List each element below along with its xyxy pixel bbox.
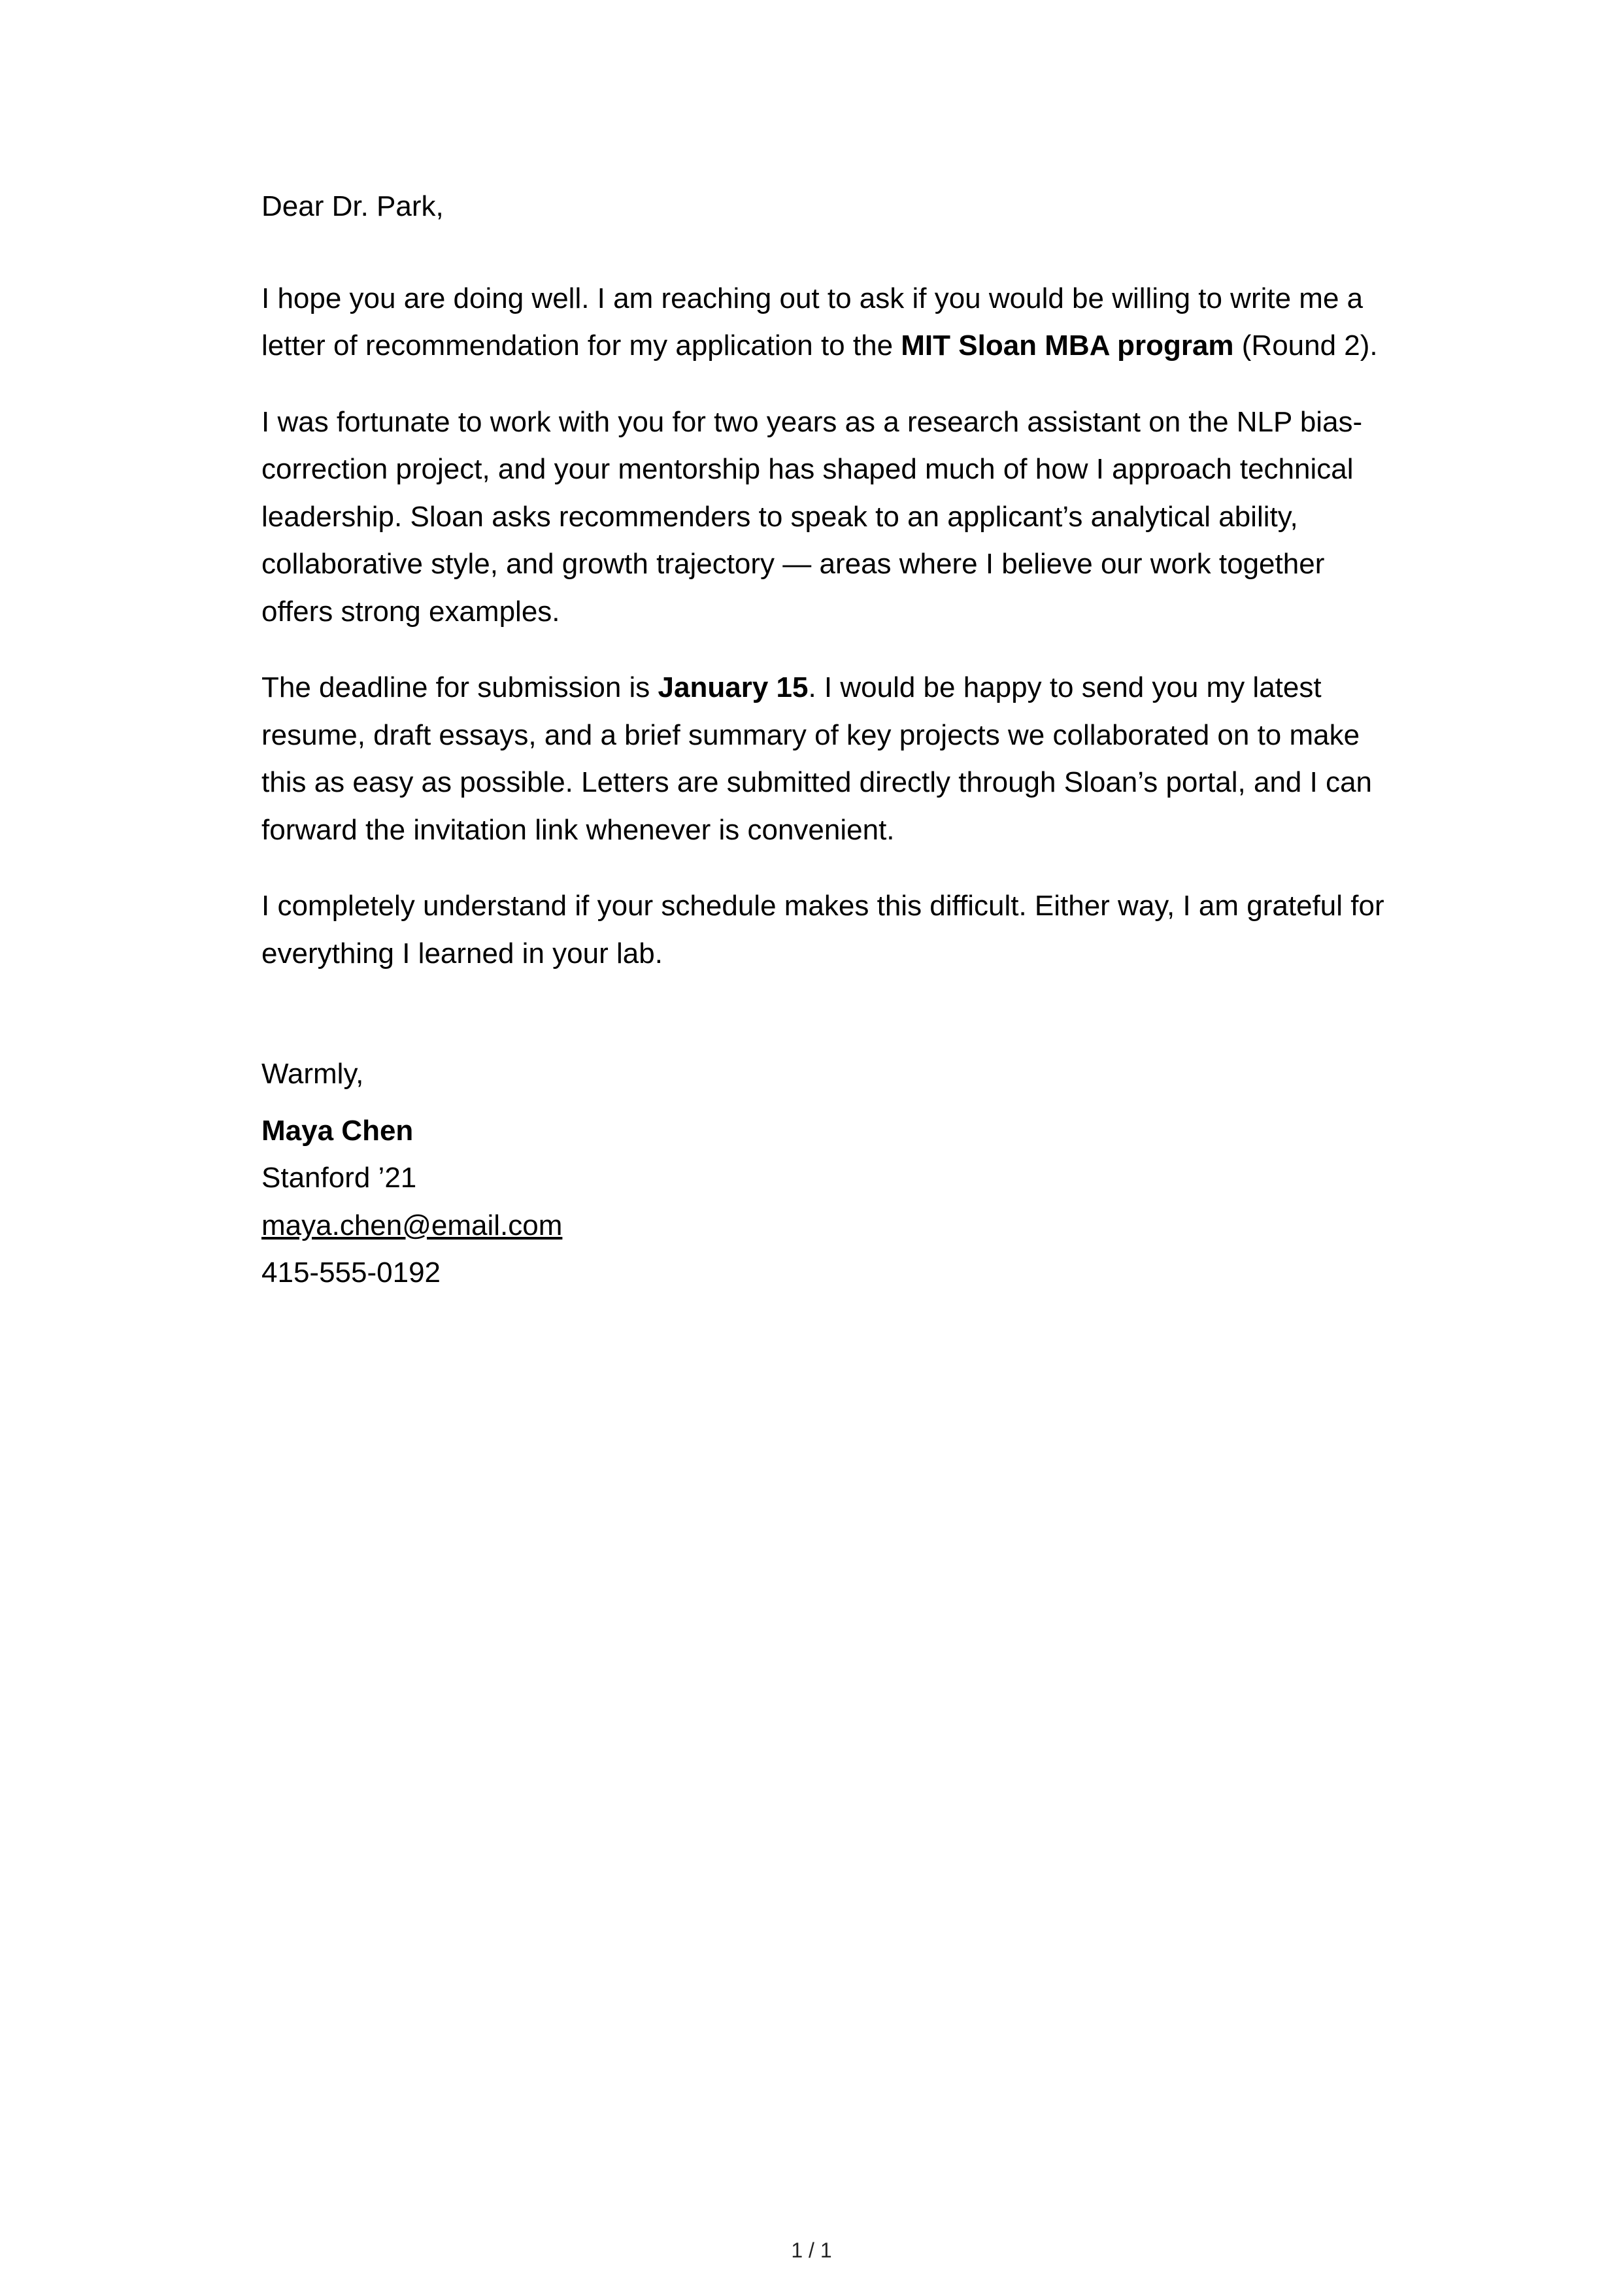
page-number: 1 / 1 (791, 2238, 832, 2262)
paragraph-deadline-text-start: The deadline for submission is (261, 671, 658, 703)
paragraph-request-text-end: (Round 2). (1233, 329, 1378, 362)
deadline-date: January 15 (658, 671, 809, 703)
signature-name: Maya Chen (261, 1114, 414, 1147)
signature-school: Stanford ’21 (261, 1162, 417, 1194)
signature-phone: 415-555-0192 (261, 1257, 441, 1289)
signature-email-link[interactable]: maya.chen@email.com (261, 1209, 563, 1241)
paragraph-background: I was fortunate to work with you for two years as a research assistant on the NLP bias-correction project, and your mentorship has shaped much of how I approach technical leadership. Sloan asks recommenders to speak to an applicant’s analytical ability, collaborative style, and growth trajectory — areas where I believe our work together offers strong examples. (261, 405, 1363, 628)
paragraph-deadline-text-end: . I would be happy to send you my latest resume, draft essays, and a brief summary of key projects we collaborated on to make this as easy as possible. Letters are submitted directly through Sloan’s portal, and I can forward the invitation link whenever is convenient. (261, 671, 1373, 846)
paragraph-deadline (261, 664, 1386, 854)
closing: Warmly, (261, 1058, 364, 1090)
salutation: Dear Dr. Park, (261, 190, 444, 222)
program-name: MIT Sloan MBA program (901, 329, 1234, 362)
paragraph-request-text-start: I hope you are doing well. I am reaching out to ask if you would be willing to write me a letter of recommendation for my application to the (261, 282, 1364, 362)
signature-block (261, 1051, 1386, 1297)
paragraph-gratitude: I completely understand if your schedule makes this difficult. Either way, I am grateful for everything I learned in your lab. (261, 890, 1384, 970)
paragraph-request (261, 275, 1386, 370)
letter-body (261, 183, 1386, 1297)
